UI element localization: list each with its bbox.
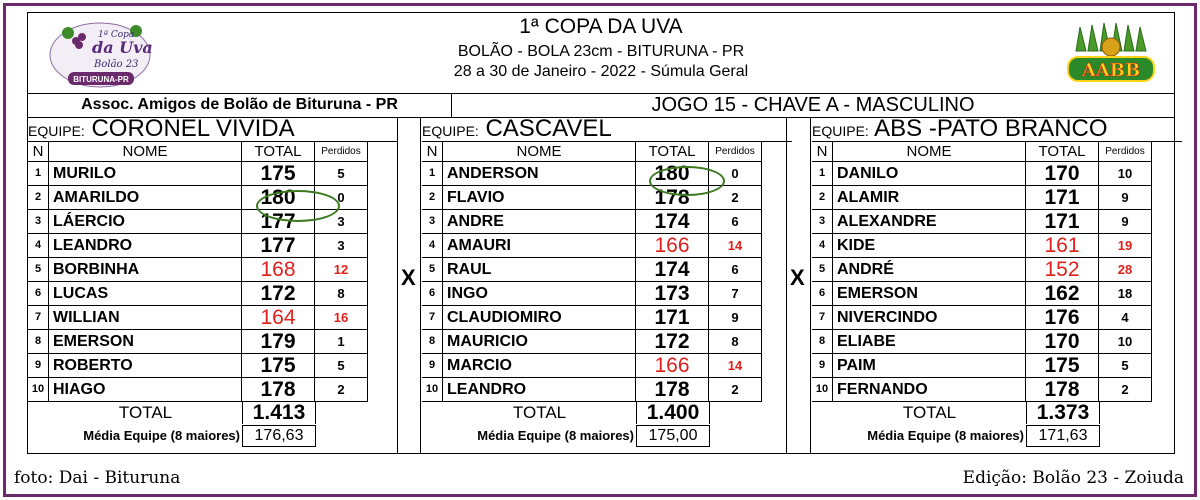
aabb-logo: [1058, 21, 1164, 87]
player-number: 6: [28, 282, 49, 305]
player-name: RAUL: [443, 258, 636, 281]
team-average-row: [812, 425, 1152, 447]
player-number: 4: [812, 234, 833, 257]
team-average-label: Média Equipe (8 maiores): [867, 428, 1024, 443]
player-perdidos: 2: [709, 378, 762, 401]
col-header-n: N: [422, 142, 443, 162]
player-name: HIAGO: [49, 378, 242, 401]
player-total: 177: [242, 234, 315, 257]
player-row: [812, 210, 1152, 234]
player-total: 175: [242, 354, 315, 377]
player-number: 4: [28, 234, 49, 257]
player-total: 178: [636, 378, 709, 401]
player-total: 179: [242, 330, 315, 353]
player-perdidos: 14: [709, 354, 762, 377]
equipe-label: EQUIPE:: [28, 123, 85, 139]
team-name: [28, 117, 398, 142]
scoresheet: [27, 12, 1175, 454]
player-total: 178: [636, 186, 709, 209]
player-number: 7: [422, 306, 443, 329]
player-total: 170: [1026, 330, 1099, 353]
player-total: 168: [242, 258, 315, 281]
player-name: FERNANDO: [833, 378, 1026, 401]
event-dates: 28 a 30 de Janeiro - 2022 - Súmula Geral: [453, 63, 749, 80]
player-total: 164: [242, 306, 315, 329]
player-name: BORBINHA: [49, 258, 242, 281]
player-row: [812, 282, 1152, 306]
player-total: 172: [636, 330, 709, 353]
col-header-total: TOTAL: [1026, 142, 1099, 162]
team-total-label: TOTAL: [512, 403, 567, 422]
player-name: KIDE: [833, 234, 1026, 257]
player-row: [812, 306, 1152, 330]
player-number: 1: [422, 162, 443, 185]
team-name-text: ABS -PATO BRANCO: [874, 115, 1108, 142]
aabb-logo-text: AABB: [1081, 60, 1141, 81]
player-perdidos: 7: [709, 282, 762, 305]
col-header-n: N: [812, 142, 833, 162]
player-row: [28, 306, 368, 330]
player-number: 3: [812, 210, 833, 233]
player-row: [28, 282, 368, 306]
player-row: [28, 330, 368, 354]
player-number: 1: [812, 162, 833, 185]
player-total: 171: [1026, 210, 1099, 233]
player-number: 10: [812, 378, 833, 401]
player-row: [422, 234, 762, 258]
team-panel: [422, 117, 792, 453]
player-row: [28, 162, 368, 186]
team-average-row: [422, 425, 762, 447]
col-header-nome: NOME: [833, 142, 1026, 162]
player-name: AMARILDO: [49, 186, 242, 209]
player-total: 177: [242, 210, 315, 233]
team-total-value: 1.400: [636, 402, 710, 424]
column-divider: [786, 117, 787, 453]
player-number: 9: [28, 354, 49, 377]
player-row: [422, 210, 762, 234]
player-number: 8: [422, 330, 443, 353]
team-panel: [812, 117, 1182, 453]
col-header-perdidos: Perdidos: [1099, 142, 1152, 162]
player-row: [422, 330, 762, 354]
team-total-value: 1.373: [1026, 402, 1100, 424]
player-perdidos: 10: [1099, 330, 1152, 353]
player-perdidos: 4: [1099, 306, 1152, 329]
player-total: 176: [1026, 306, 1099, 329]
player-perdidos: 2: [315, 378, 368, 401]
player-perdidos: 3: [315, 210, 368, 233]
player-perdidos: 3: [315, 234, 368, 257]
player-row: [28, 258, 368, 282]
player-name: ELIABE: [833, 330, 1026, 353]
player-row: [28, 234, 368, 258]
team-average-value: 176,63: [242, 425, 316, 447]
player-name: CLAUDIOMIRO: [443, 306, 636, 329]
player-perdidos: 2: [709, 186, 762, 209]
player-number: 5: [812, 258, 833, 281]
highlight-ellipse: [256, 190, 340, 222]
player-name: EMERSON: [833, 282, 1026, 305]
player-name: WILLIAN: [49, 306, 242, 329]
player-total: 173: [636, 282, 709, 305]
player-perdidos: 10: [1099, 162, 1152, 185]
player-perdidos: 9: [709, 306, 762, 329]
player-row: [812, 186, 1152, 210]
player-number: 8: [28, 330, 49, 353]
team-name-text: CORONEL VIVIDA: [91, 115, 295, 142]
player-total: 152: [1026, 258, 1099, 281]
player-total: 174: [636, 258, 709, 281]
player-name: ALAMIR: [833, 186, 1026, 209]
player-number: 1: [28, 162, 49, 185]
player-name: MARCIO: [443, 354, 636, 377]
player-name: ROBERTO: [49, 354, 242, 377]
logo-left-line2: da Uva: [92, 38, 153, 57]
player-number: 3: [422, 210, 443, 233]
player-row: [422, 282, 762, 306]
team-total-row: [28, 402, 368, 424]
equipe-label: EQUIPE:: [812, 123, 869, 139]
player-row: [28, 378, 368, 402]
player-perdidos: 12: [315, 258, 368, 281]
player-number: 6: [812, 282, 833, 305]
player-perdidos: 19: [1099, 234, 1152, 257]
player-total: 175: [1026, 354, 1099, 377]
player-total: 178: [242, 378, 315, 401]
team-average-value: 171,63: [1026, 425, 1100, 447]
team-total-label: TOTAL: [118, 403, 173, 422]
player-name: EMERSON: [49, 330, 242, 353]
player-perdidos: 5: [1099, 354, 1152, 377]
player-number: 6: [422, 282, 443, 305]
player-name: LÁERCIO: [49, 210, 242, 233]
logo-left-line3: Bolão 23: [94, 59, 139, 70]
player-perdidos: 18: [1099, 282, 1152, 305]
team-average-row: [28, 425, 368, 447]
player-total: 166: [636, 354, 709, 377]
player-total: 180: [242, 186, 315, 209]
player-perdidos: 16: [315, 306, 368, 329]
player-row: [422, 378, 762, 402]
player-number: 10: [422, 378, 443, 401]
versus-mark: X: [790, 265, 805, 290]
player-total: 166: [636, 234, 709, 257]
player-total: 161: [1026, 234, 1099, 257]
player-row: [812, 378, 1152, 402]
player-name: FLAVIO: [443, 186, 636, 209]
player-name: NIVERCINDO: [833, 306, 1026, 329]
player-name: ANDRE: [443, 210, 636, 233]
player-name: LUCAS: [49, 282, 242, 305]
player-name: DANILO: [833, 162, 1026, 185]
logo-left-line4: BITURUNA-PR: [73, 75, 129, 84]
col-header-total: TOTAL: [636, 142, 709, 162]
player-row: [422, 354, 762, 378]
player-number: 7: [28, 306, 49, 329]
event-title: 1ª COPA DA UVA: [519, 15, 683, 38]
association-name: Assoc. Amigos de Bolão de Bituruna - PR: [28, 93, 452, 117]
player-number: 10: [28, 378, 49, 401]
edition-credit: Edição: Bolão 23 - Zoiuda: [962, 468, 1184, 488]
player-perdidos: 9: [1099, 186, 1152, 209]
col-header-nome: NOME: [49, 142, 242, 162]
player-total: 162: [1026, 282, 1099, 305]
player-perdidos: 0: [709, 162, 762, 185]
player-number: 8: [812, 330, 833, 353]
player-row: [812, 258, 1152, 282]
player-perdidos: 28: [1099, 258, 1152, 281]
column-divider: [420, 117, 421, 453]
player-row: [812, 354, 1152, 378]
player-number: 7: [812, 306, 833, 329]
player-number: 5: [28, 258, 49, 281]
player-perdidos: 8: [709, 330, 762, 353]
player-number: 9: [422, 354, 443, 377]
team-total-label: TOTAL: [902, 403, 957, 422]
player-name: ANDRÉ: [833, 258, 1026, 281]
column-divider: [397, 117, 398, 453]
player-perdidos: 0: [315, 186, 368, 209]
player-name: ANDERSON: [443, 162, 636, 185]
player-perdidos: 5: [315, 162, 368, 185]
player-row: [812, 162, 1152, 186]
player-perdidos: 6: [709, 210, 762, 233]
player-total: 170: [1026, 162, 1099, 185]
player-perdidos: 14: [709, 234, 762, 257]
player-number: 2: [28, 186, 49, 209]
highlight-ellipse: [649, 166, 725, 196]
player-name: AMAURI: [443, 234, 636, 257]
player-name: MURILO: [49, 162, 242, 185]
col-header-n: N: [28, 142, 49, 162]
logo-left-line1: 1ª Copa: [98, 30, 135, 40]
player-total: 171: [636, 306, 709, 329]
team-name-text: CASCAVEL: [485, 115, 612, 142]
player-name: ALEXANDRE: [833, 210, 1026, 233]
player-name: LEANDRO: [49, 234, 242, 257]
player-number: 2: [812, 186, 833, 209]
team-total-value: 1.413: [242, 402, 316, 424]
player-row: [812, 234, 1152, 258]
player-total: 172: [242, 282, 315, 305]
player-total: 171: [1026, 186, 1099, 209]
col-header-total: TOTAL: [242, 142, 315, 162]
player-row: [422, 258, 762, 282]
player-perdidos: 9: [1099, 210, 1152, 233]
team-average-label: Média Equipe (8 maiores): [477, 428, 634, 443]
sheet-header: [28, 13, 1174, 94]
col-header-perdidos: Perdidos: [709, 142, 762, 162]
team-name: [422, 117, 792, 142]
team-panel: [28, 117, 398, 453]
equipe-label: EQUIPE:: [422, 123, 479, 139]
player-perdidos: 2: [1099, 378, 1152, 401]
col-header-perdidos: Perdidos: [315, 142, 368, 162]
player-name: MAURICIO: [443, 330, 636, 353]
player-perdidos: 1: [315, 330, 368, 353]
versus-mark: X: [401, 265, 416, 290]
team-total-row: [812, 402, 1152, 424]
player-row: [422, 306, 762, 330]
column-divider: [810, 117, 811, 453]
team-name: [812, 117, 1182, 142]
player-number: 4: [422, 234, 443, 257]
player-name: INGO: [443, 282, 636, 305]
team-average-value: 175,00: [636, 425, 710, 447]
player-total: 174: [636, 210, 709, 233]
player-total: 180: [636, 162, 709, 185]
photo-credit: foto: Dai - Bituruna: [14, 468, 181, 488]
player-total: 178: [1026, 378, 1099, 401]
event-subtitle: BOLÃO - BOLA 23cm - BITURUNA - PR: [457, 43, 745, 60]
team-average-label: Média Equipe (8 maiores): [83, 428, 240, 443]
player-number: 3: [28, 210, 49, 233]
player-perdidos: 8: [315, 282, 368, 305]
game-label: JOGO 15 - CHAVE A - MASCULINO: [651, 94, 975, 116]
player-perdidos: 5: [315, 354, 368, 377]
player-number: 5: [422, 258, 443, 281]
player-number: 9: [812, 354, 833, 377]
player-name: LEANDRO: [443, 378, 636, 401]
player-perdidos: 6: [709, 258, 762, 281]
player-number: 2: [422, 186, 443, 209]
team-total-row: [422, 402, 762, 424]
col-header-nome: NOME: [443, 142, 636, 162]
player-row: [812, 330, 1152, 354]
player-name: PAIM: [833, 354, 1026, 377]
player-row: [28, 354, 368, 378]
player-total: 175: [242, 162, 315, 185]
